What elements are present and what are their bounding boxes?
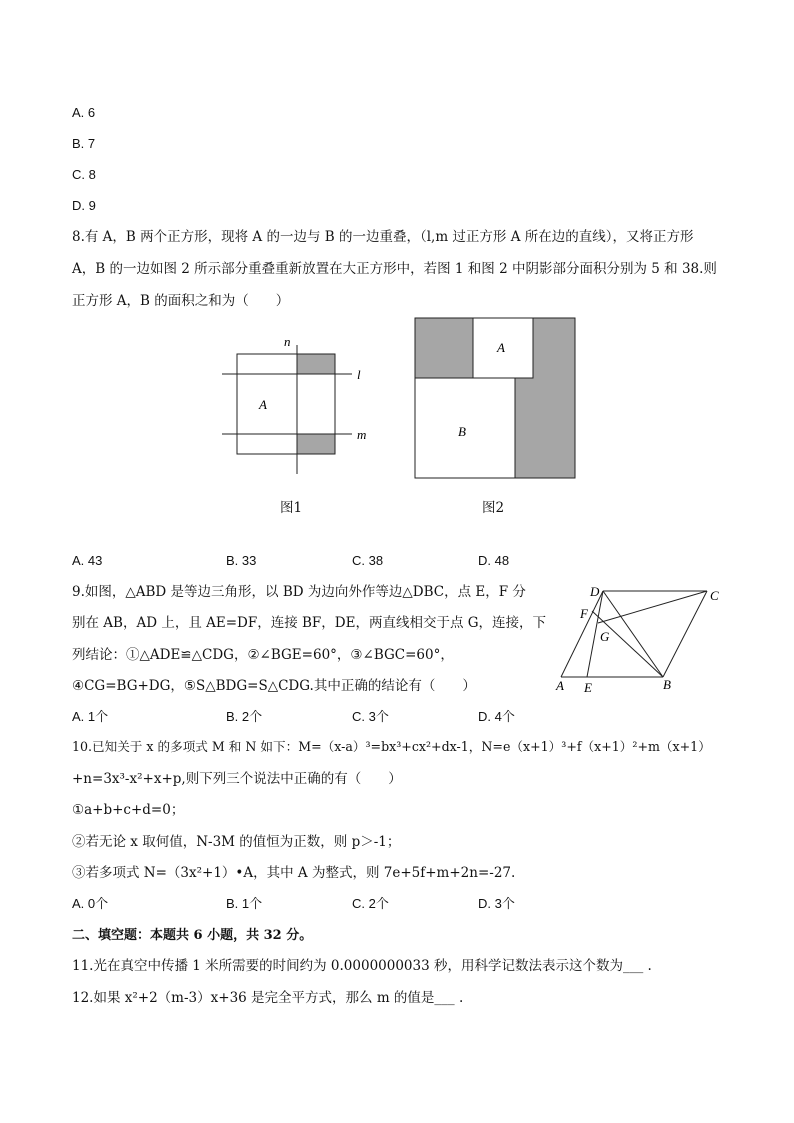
q12-text: 12.如果 x²+2（m-3）x+36 是完全平方式，那么 m 的值是___ .	[72, 990, 464, 1006]
fig2-caption: 图2	[482, 500, 505, 516]
q10-option-d: D. 3个	[478, 896, 515, 911]
q8-figure-1	[210, 330, 380, 480]
q8-figure-2	[410, 312, 582, 482]
q10-text-line2: +n=3x³-x²+x+p,则下列三个说法中正确的有（ ）	[72, 771, 402, 787]
q9-option-d: D. 4个	[478, 709, 515, 724]
q9-text-line1: 9.如图，△ABD 是等边三角形，以 BD 为边向外作等边△DBC，点 E，F 分	[72, 584, 526, 600]
q9-option-a: A. 1个	[72, 709, 109, 724]
q9-fig-label-b: B	[663, 677, 671, 692]
q8-option-a: A. 43	[72, 553, 103, 568]
q8-option-d: D. 48	[478, 553, 510, 568]
fig1-label-n: n	[284, 334, 291, 349]
fig2-label-a: A	[497, 340, 505, 355]
q9-text-line4: ④CG=BG+DG，⑤S△BDG=S△CDG.其中正确的结论有（ ）	[72, 678, 476, 694]
q9-fig-label-e: E	[584, 680, 592, 695]
q10-statement-1: ①a+b+c+d=0；	[72, 802, 185, 818]
q9-option-b: B. 2个	[226, 709, 263, 724]
q9-fig-label-c: C	[710, 588, 719, 603]
q10-statement-3: ③若多项式 N=（3x²+1）•A，其中 A 为整式，则 7e+5f+m+2n=-27.	[72, 865, 516, 881]
fig1-label-m: m	[357, 427, 367, 442]
fig2-label-b: B	[458, 424, 466, 439]
fig1-label-a: A	[259, 397, 267, 412]
fig1-caption: 图1	[280, 500, 303, 516]
q9-option-c: C. 3个	[352, 709, 389, 724]
fig1-shaded-top	[297, 354, 335, 374]
q8-text-line1: 8.有 A，B 两个正方形，现将 A 的一边与 B 的一边重叠，（l,m 过正方形 A 所在边的直线），又将正方形	[72, 229, 694, 245]
q7-option-c: C. 8	[72, 167, 96, 182]
q7-option-d: D. 9	[72, 198, 96, 213]
q7-option-b: B. 7	[72, 136, 96, 151]
q10-option-b: B. 1个	[226, 896, 263, 911]
q8-text-line2: A，B 的一边如图 2 所示部分重叠重新放置在大正方形中，若图 1 和图 2 中阴影部分面积分别为 5 和 38.则	[72, 261, 717, 277]
q9-fig-label-d: D	[590, 584, 600, 599]
q9-fig-label-a: A	[556, 678, 564, 693]
q9-fig-label-f: F	[580, 606, 588, 621]
q10-text-line1: 10.已知关于 x 的多项式 M 和 N 如下：M=（x-a）³=bx³+cx²+dx-1，N=e（x+1）³+f（x+1）²+m（x+1）	[72, 739, 711, 754]
q10-option-c: C. 2个	[352, 896, 389, 911]
q9-text-line3: 列结论：①△ADE≌△CDG，②∠BGE=60°，③∠BGC=60°，	[72, 647, 454, 663]
q7-option-a: A. 6	[72, 105, 96, 120]
q8-option-c: C. 38	[352, 553, 384, 568]
fig2-shaded-left	[415, 318, 473, 378]
q10-option-a: A. 0个	[72, 896, 109, 911]
q9-fig-label-g: G	[600, 629, 610, 644]
section-2-heading: 二、填空题：本题共 6 小题，共 32 分。	[72, 928, 313, 943]
q9-text-line2: 别在 AB，AD 上，且 AE=DF，连接 BF，DE，两直线相交于点 G，连接，下	[72, 615, 547, 631]
fig1-shaded-bottom	[297, 434, 335, 454]
q11-text: 11.光在真空中传播 1 米所需要的时间约为 0.0000000033 秒，用科学记数法表示这个数为___ .	[72, 958, 652, 974]
fig1-label-l: l	[357, 367, 361, 382]
q9-figure	[548, 580, 728, 695]
q8-option-b: B. 33	[226, 553, 257, 568]
q8-text-line3: 正方形 A，B 的面积之和为（ ）	[72, 293, 290, 309]
q10-statement-2: ②若无论 x 取何值，N-3M 的值恒为正数，则 p＞-1；	[72, 834, 401, 850]
